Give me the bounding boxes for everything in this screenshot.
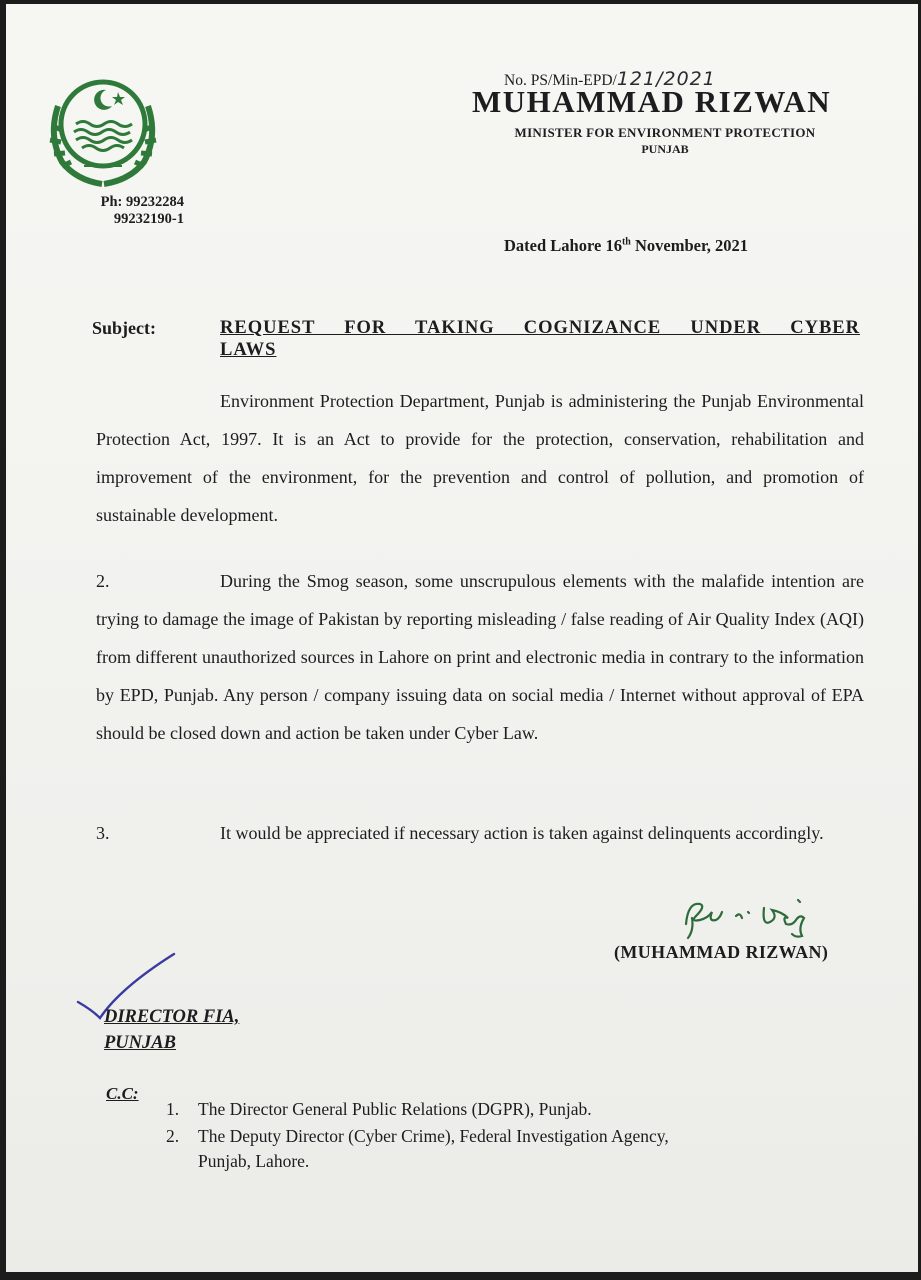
date-suffix: November, 2021 bbox=[630, 236, 749, 255]
minister-province: PUNJAB bbox=[641, 142, 689, 156]
paragraph-2-number: 2. bbox=[96, 571, 110, 591]
paragraph-3-text: It would be appreciated if necessary action is taken against delinquents accordingly. bbox=[220, 823, 824, 843]
cc-item-number: 2. bbox=[166, 1126, 180, 1146]
minister-name-heading: MUHAMMAD RIZWAN bbox=[472, 84, 832, 119]
phone-primary: Ph: 99232284 bbox=[100, 194, 184, 210]
addressee-line-2: PUNJAB bbox=[104, 1033, 176, 1053]
addressee-line-1: DIRECTOR FIA, bbox=[104, 1007, 240, 1027]
subject-line-1: REQUEST FOR TAKING COGNIZANCE UNDER CYBER bbox=[220, 318, 860, 338]
letter-page bbox=[6, 4, 918, 1272]
paragraph-2 bbox=[96, 562, 864, 752]
paragraph-3-number: 3. bbox=[96, 823, 110, 843]
subject-line-2: LAWS bbox=[220, 340, 277, 360]
date-ordinal: th bbox=[621, 236, 631, 248]
handwritten-signature-icon bbox=[678, 890, 828, 942]
cc-item bbox=[166, 1097, 846, 1122]
signatory-name: (MUHAMMAD RIZWAN) bbox=[614, 942, 829, 962]
addressee bbox=[104, 1004, 239, 1056]
cc-item bbox=[166, 1124, 846, 1149]
cc-item-text: The Director General Public Relations (DGPR), Punjab. bbox=[198, 1099, 592, 1119]
cc-item-number: 1. bbox=[166, 1099, 180, 1119]
cc-list bbox=[166, 1097, 846, 1174]
punjab-emblem-icon bbox=[36, 66, 170, 200]
ref-handwritten: 121/2021 bbox=[616, 68, 716, 90]
ref-prefix: No. PS/Min-EPD/ bbox=[504, 72, 617, 89]
paragraph-1-text: Environment Protection Department, Punjab is administering the Punjab Environmental Protection Act, 1997. It is an Act to provide for the protection, conservation, rehabilitation and improvement of the environment, for the prevention and control of pollution, and promotion of sustainable development. bbox=[96, 391, 864, 525]
paragraph-2-text: During the Smog season, some unscrupulous elements with the malafide intention are trying to damage the image of Pakistan by reporting misleading / false reading of Air Quality Index (AQI) from different unauthorized sources in Lahore on print and electronic media in contrary to the information by EPD, Punjab. Any person / company issuing data on social media / Internet without approval of EPA should be closed down and action be taken under Cyber Law. bbox=[96, 571, 864, 743]
subject-label: Subject: bbox=[92, 318, 156, 338]
minister-designation: MINISTER FOR ENVIRONMENT PROTECTION bbox=[514, 125, 816, 140]
phone-numbers bbox=[54, 194, 184, 228]
cc-item-text: The Deputy Director (Cyber Crime), Federal Investigation Agency, bbox=[198, 1126, 669, 1146]
cc-item-continuation: Punjab, Lahore. bbox=[198, 1151, 310, 1171]
letter-date bbox=[504, 236, 748, 256]
cc-label: C.C: bbox=[106, 1084, 139, 1103]
paragraph-3 bbox=[96, 814, 864, 852]
paragraph-1 bbox=[96, 382, 864, 534]
date-prefix: Dated Lahore 16 bbox=[504, 236, 622, 255]
phone-secondary: 99232190-1 bbox=[113, 211, 184, 227]
